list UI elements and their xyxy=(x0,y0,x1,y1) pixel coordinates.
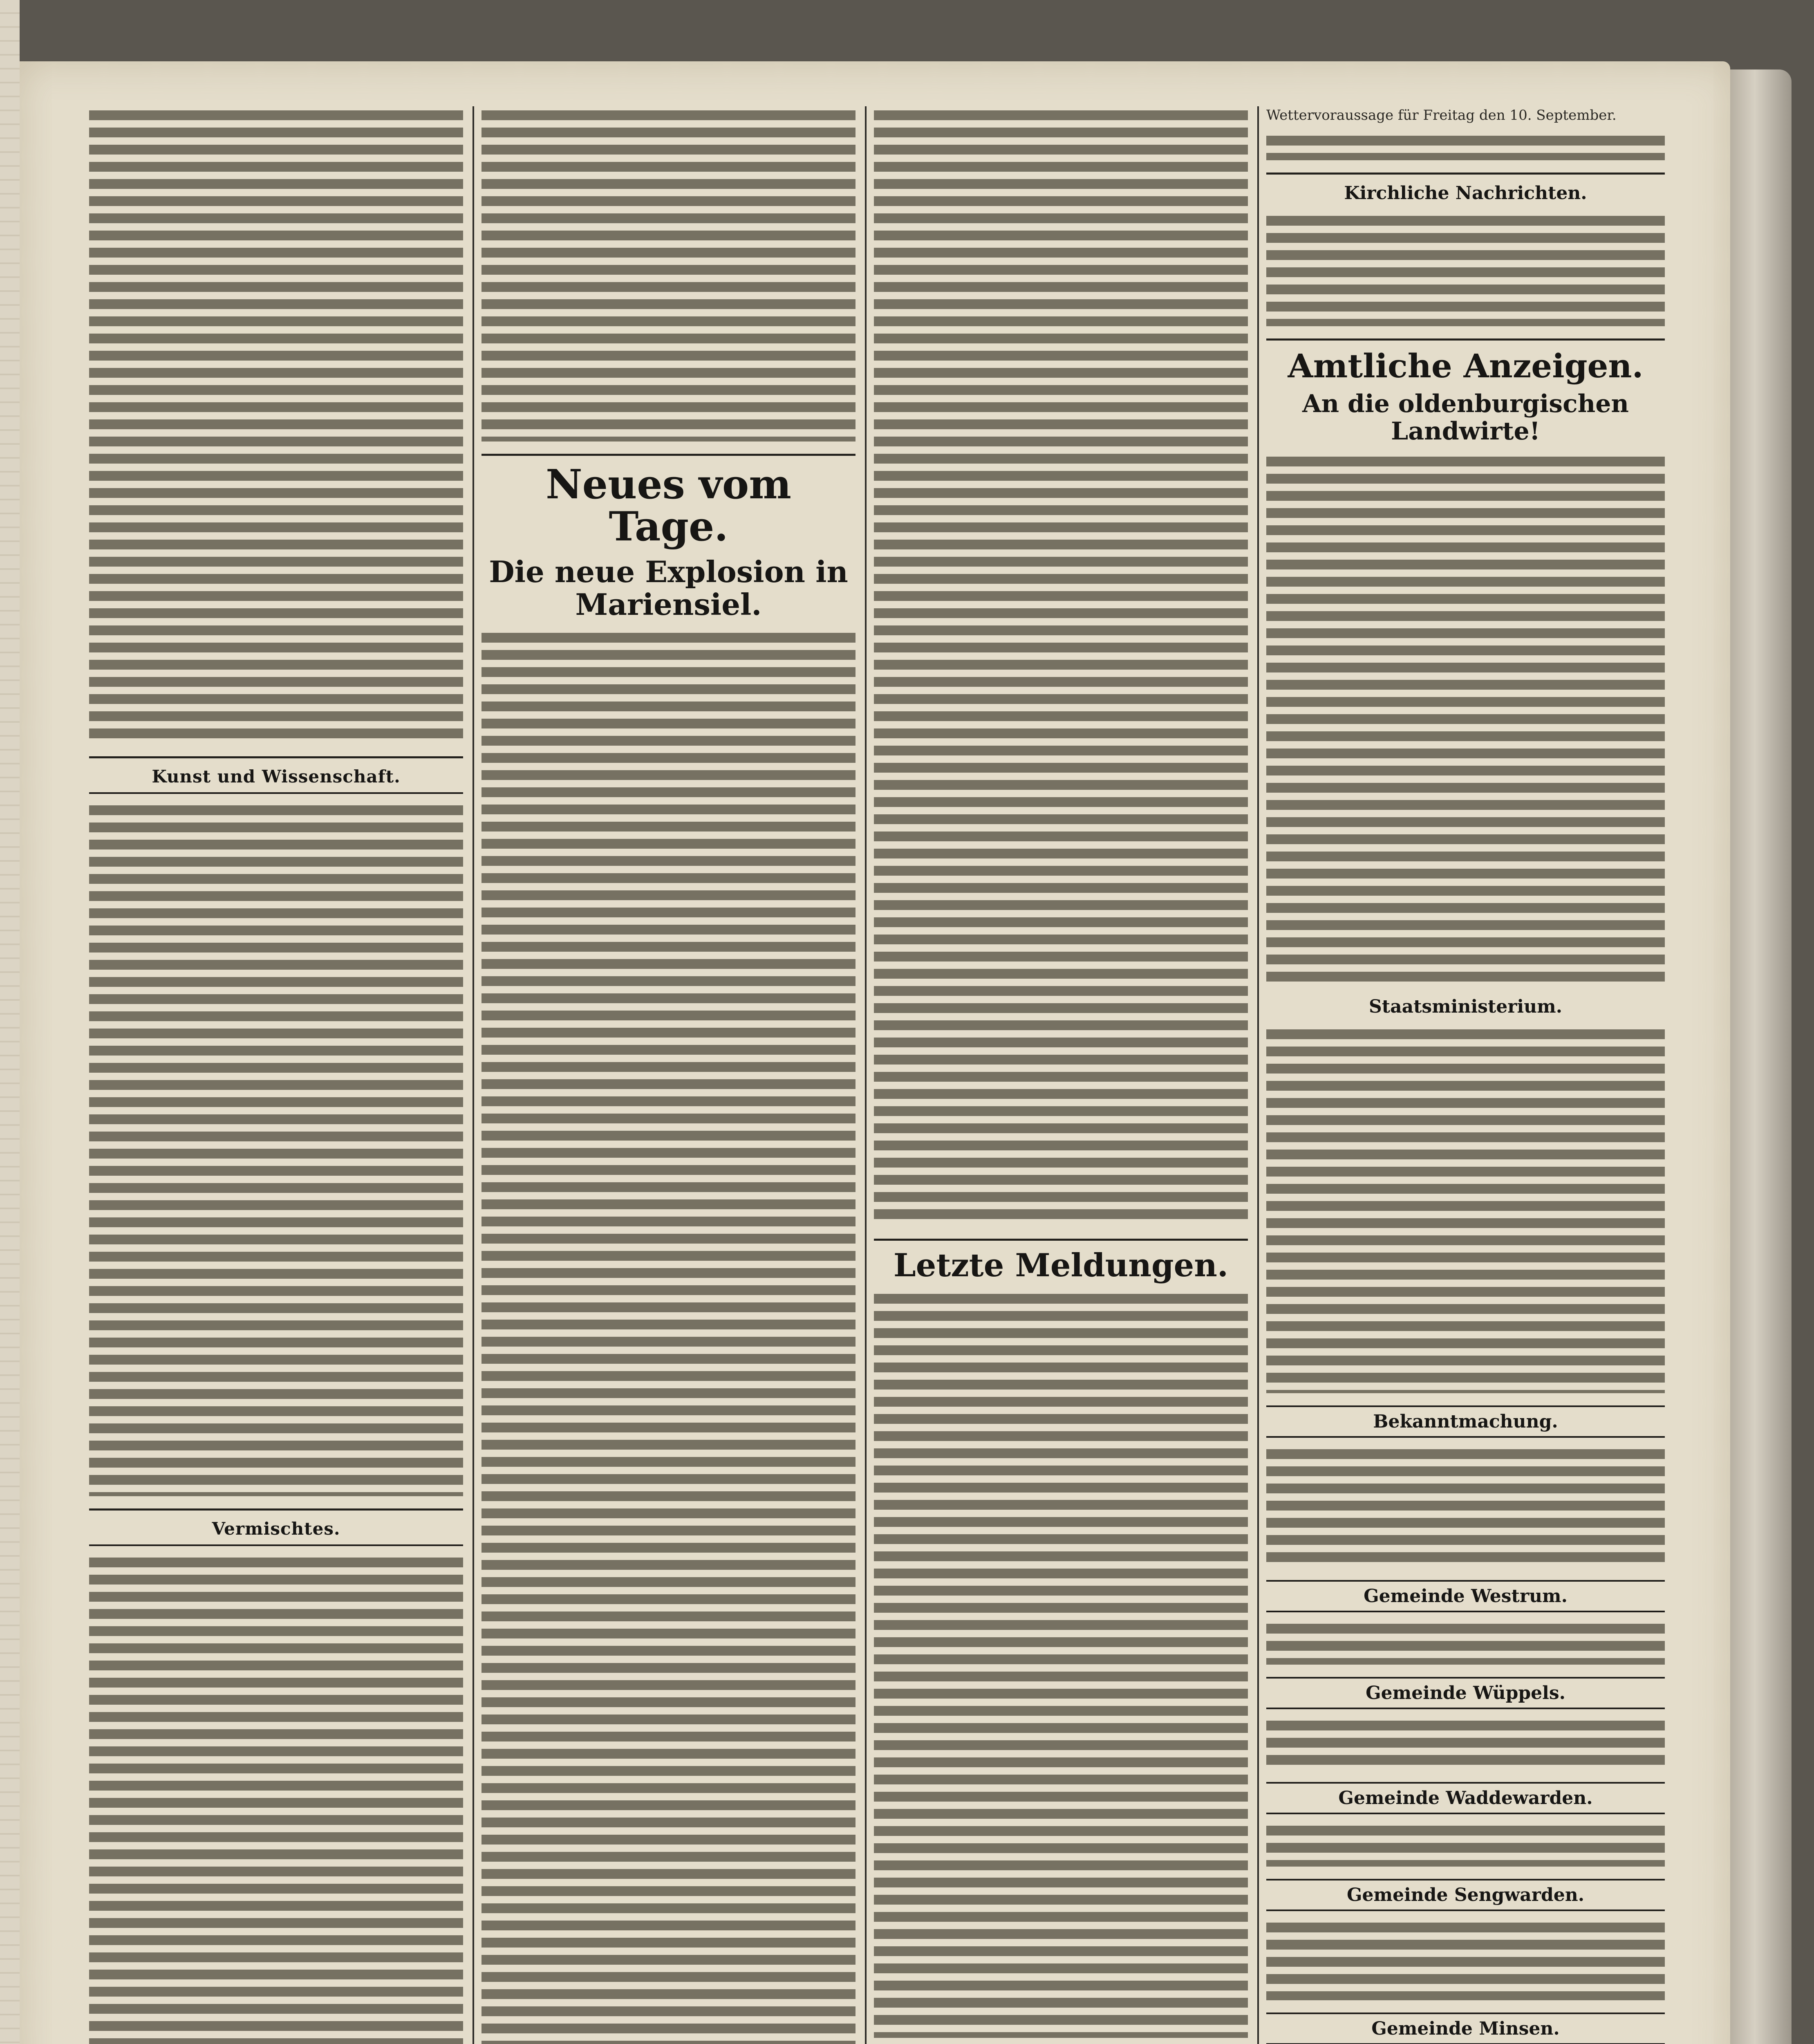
newspaper-page xyxy=(20,61,1730,2044)
section-heading-kunst: Kunst und Wissenschaft. xyxy=(89,766,463,794)
column-1 xyxy=(89,106,463,2044)
adjacent-page-edge xyxy=(0,0,20,2044)
article-text xyxy=(89,801,463,1496)
notice-sengwarden: Gemeinde Sengwarden. xyxy=(1266,1879,1665,1911)
divider xyxy=(89,756,463,758)
headline-explosion: Die neue Explosion in Mariensiel. xyxy=(489,554,848,622)
article-text xyxy=(1266,132,1665,160)
column-2 xyxy=(481,106,855,2044)
section-heading-neues: Neues vom Tage. xyxy=(546,461,791,550)
column-rule xyxy=(1257,106,1259,2044)
notice-wueppels: Gemeinde Wüppels. xyxy=(1266,1677,1665,1709)
notice-bekanntmachung: Bekanntmachung. xyxy=(1266,1405,1665,1438)
article-text xyxy=(481,629,855,2044)
divider xyxy=(89,1508,463,1511)
article-text xyxy=(874,106,1248,1226)
divider xyxy=(874,1239,1248,1241)
column-3 xyxy=(874,106,1248,2044)
article-text xyxy=(1266,212,1665,326)
notice-text xyxy=(1266,1620,1665,1665)
article-text xyxy=(89,106,463,744)
section-heading-vermischtes: Vermischtes. xyxy=(89,1519,463,1546)
notice-staatsministerium: Staatsministerium. xyxy=(1368,996,1563,1018)
column-rule xyxy=(473,106,474,2044)
notice-text xyxy=(1266,1918,1665,2000)
notice-text xyxy=(1266,1445,1665,1568)
weather-forecast: Wettervoraussage für Freitag den 10. September. xyxy=(1266,107,1617,123)
divider xyxy=(1266,173,1665,175)
column-4 xyxy=(1266,106,1665,2044)
divider xyxy=(1266,338,1665,341)
article-text xyxy=(89,1553,463,2044)
divider xyxy=(481,454,855,456)
book-spine xyxy=(1730,69,1792,2044)
notice-westrum: Gemeinde Westrum. xyxy=(1266,1580,1665,1612)
notice-landwirte: An die oldenburgischen Landwirte! xyxy=(1302,389,1629,446)
notice-text xyxy=(1266,453,1665,984)
section-heading-amtliche: Amtliche Anzeigen. xyxy=(1288,346,1644,385)
article-text xyxy=(481,106,855,442)
section-heading-kirchliche: Kirchliche Nachrichten. xyxy=(1344,182,1587,204)
column-rule xyxy=(865,106,867,2044)
notice-waddewarden: Gemeinde Waddewarden. xyxy=(1266,1782,1665,1814)
notice-text xyxy=(1266,1717,1665,1770)
notice-text xyxy=(1266,1025,1665,1393)
article-text xyxy=(874,1290,1248,2038)
notice-text xyxy=(1266,1822,1665,1867)
section-heading-letzte: Letzte Meldungen. xyxy=(893,1247,1229,1284)
notice-minsen: Gemeinde Minsen. xyxy=(1266,2013,1665,2044)
